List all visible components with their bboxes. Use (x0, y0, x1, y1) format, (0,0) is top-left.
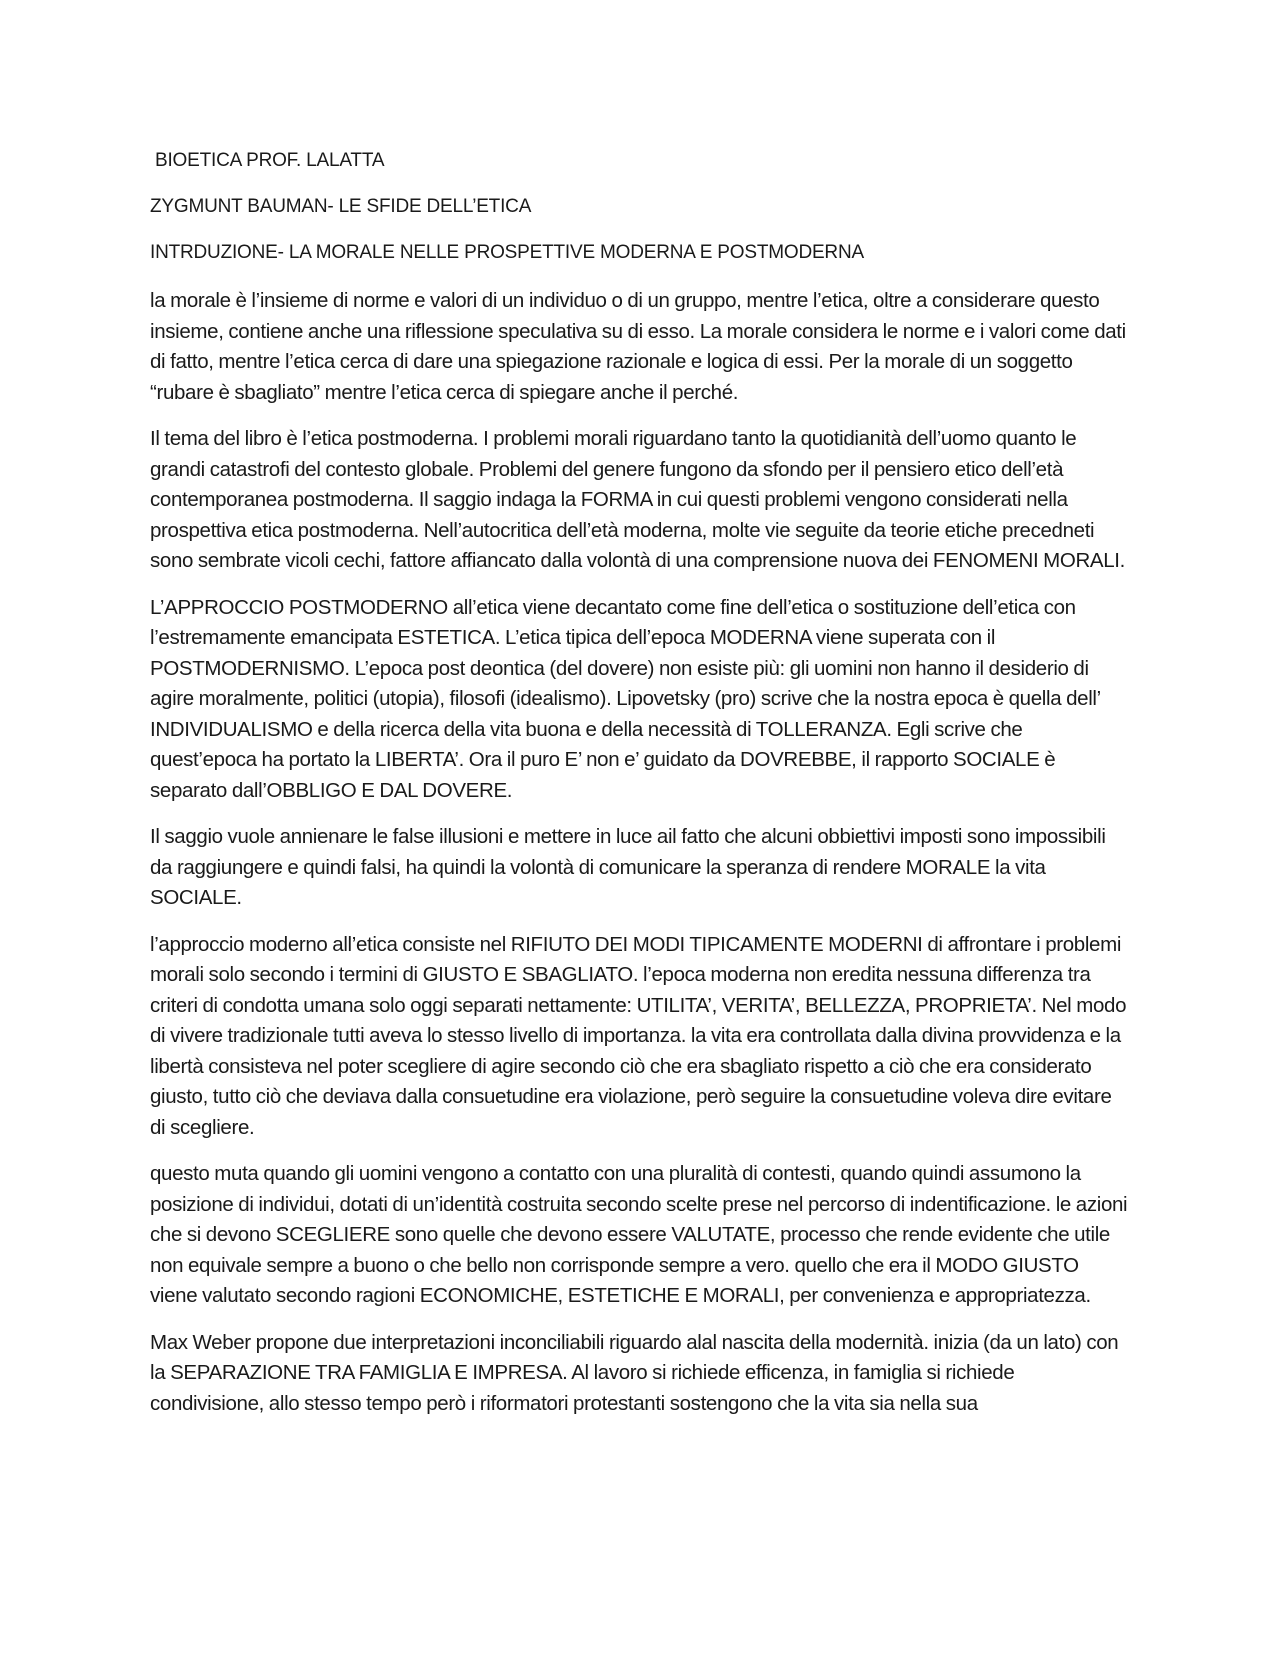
paragraph-tema-libro: Il tema del libro è l’etica postmoderna. I problemi morali riguardano tanto la quotidianità dell’uomo quanto le grandi catastrofi del contesto globale. Problemi del genere fungono da sfondo per il pensiero etico dell’età contemporanea postmoderna. Il saggio indaga la FORMA in cui questi problemi vengono considerati nella prospettiva etica postmoderna. Nell’autocritica dell’età moderna, molte vie seguite da teorie etiche precedneti sono sembrate vicoli cechi, fattore affiancato dalla volontà di una comprensione nuova dei FENOMENI MORALI. (150, 427, 1125, 572)
paragraph-pluralita-contesti: questo muta quando gli uomini vengono a contatto con una pluralità di contesti, quando quindi assumono la posizione di individui, dotati di un’identità costruita secondo scelte prese nel percorso di indentificazione. le azioni che si devono SCEGLIERE sono quelle che devono essere VALUTATE, processo che rende evidente che utile non equivale sempre a buono o che bello non corrisponde sempre a vero. quello che era il MODO GIUSTO viene valutato secondo ragioni ECONOMICHE, ESTETICHE E MORALI, per convenienza e appropriatezza. (150, 1162, 1128, 1307)
paragraph-morale-etica: la morale è l’insieme di norme e valori di un individuo o di un gruppo, mentre l’etica, oltre a considerare questo insieme, contiene anche una riflessione speculativa su di esso. La morale considera le norme e i valori come dati di fatto, mentre l’etica cerca di dare una spiegazione razionale e logica di essi. Per la morale di un soggetto “rubare è sbagliato” mentre l’etica cerca di spiegare anche il perché. (150, 289, 1126, 404)
paragraph-max-weber: Max Weber propone due interpretazioni inconciliabili riguardo alal nascita della modernità. inizia (da un lato) con la SEPARAZIONE TRA FAMIGLIA E IMPRESA. Al lavoro si richiede efficenza, in famiglia si richiede condivisione, allo stesso tempo però i riformatori protestanti sostengono che la vita sia nella sua (150, 1330, 1119, 1415)
paragraph-approccio-postmoderno: L’APPROCCIO POSTMODERNO all’etica viene decantato come fine dell’etica o sostituzione dell’etica con l’estremamente emancipata ESTETICA. L’etica tipica dell’epoca MODERNA viene superata con il POSTMODERNISMO. L’epoca post deontica (del dovere) non esiste più: gli uomini non hanno il desiderio di agire moralmente, politici (utopia), filosofi (idealismo). Lipovetsky (pro) scrive che la nostra epoca è quella dell’ INDIVIDUALISMO e della ricerca della vita buona e della necessità di TOLLERANZA. Egli scrive che quest’epoca ha portato la LIBERTA’. Ora il puro E’ non e’ guidato da DOVREBBE, il rapporto SOCIALE è separato dall’OBBLIGO E DAL DOVERE. (150, 595, 1101, 802)
document-body (150, 148, 1130, 1435)
book-title: ZYGMUNT BAUMAN- LE SFIDE DELL’ETICA (150, 196, 532, 217)
chapter-title: INTRDUZIONE- LA MORALE NELLE PROSPETTIVE MODERNA E POSTMODERNA (150, 242, 864, 263)
course-title: BIOETICA PROF. LALATTA (155, 150, 385, 171)
paragraph-saggio: Il saggio vuole annienare le false illusioni e mettere in luce ail fatto che alcuni obbiettivi imposti sono impossibili da raggiungere e quindi falsi, ha quindi la volontà di comunicare la speranza di rendere MORALE la vita SOCIALE. (150, 825, 1106, 909)
paragraph-approccio-moderno: l’approccio moderno all’etica consiste nel RIFIUTO DEI MODI TIPICAMENTE MODERNI di affrontare i problemi morali solo secondo i termini di GIUSTO E SBAGLIATO. l’epoca moderna non eredita nessuna differenza tra criteri di condotta umana solo oggi separati nettamente: UTILITA’, VERITA’, BELLEZZA, PROPRIETA’. Nel modo di vivere tradizionale tutti aveva lo stesso livello di importanza. la vita era controllata dalla divina provvidenza e la libertà consisteva nel poter scegliere di agire secondo ciò che era sbagliato rispetto a ciò che era considerato giusto, tutto ciò che deviava dalla consuetudine era violazione, però seguire la consuetudine voleva dire evitare di scegliere. (150, 932, 1127, 1139)
